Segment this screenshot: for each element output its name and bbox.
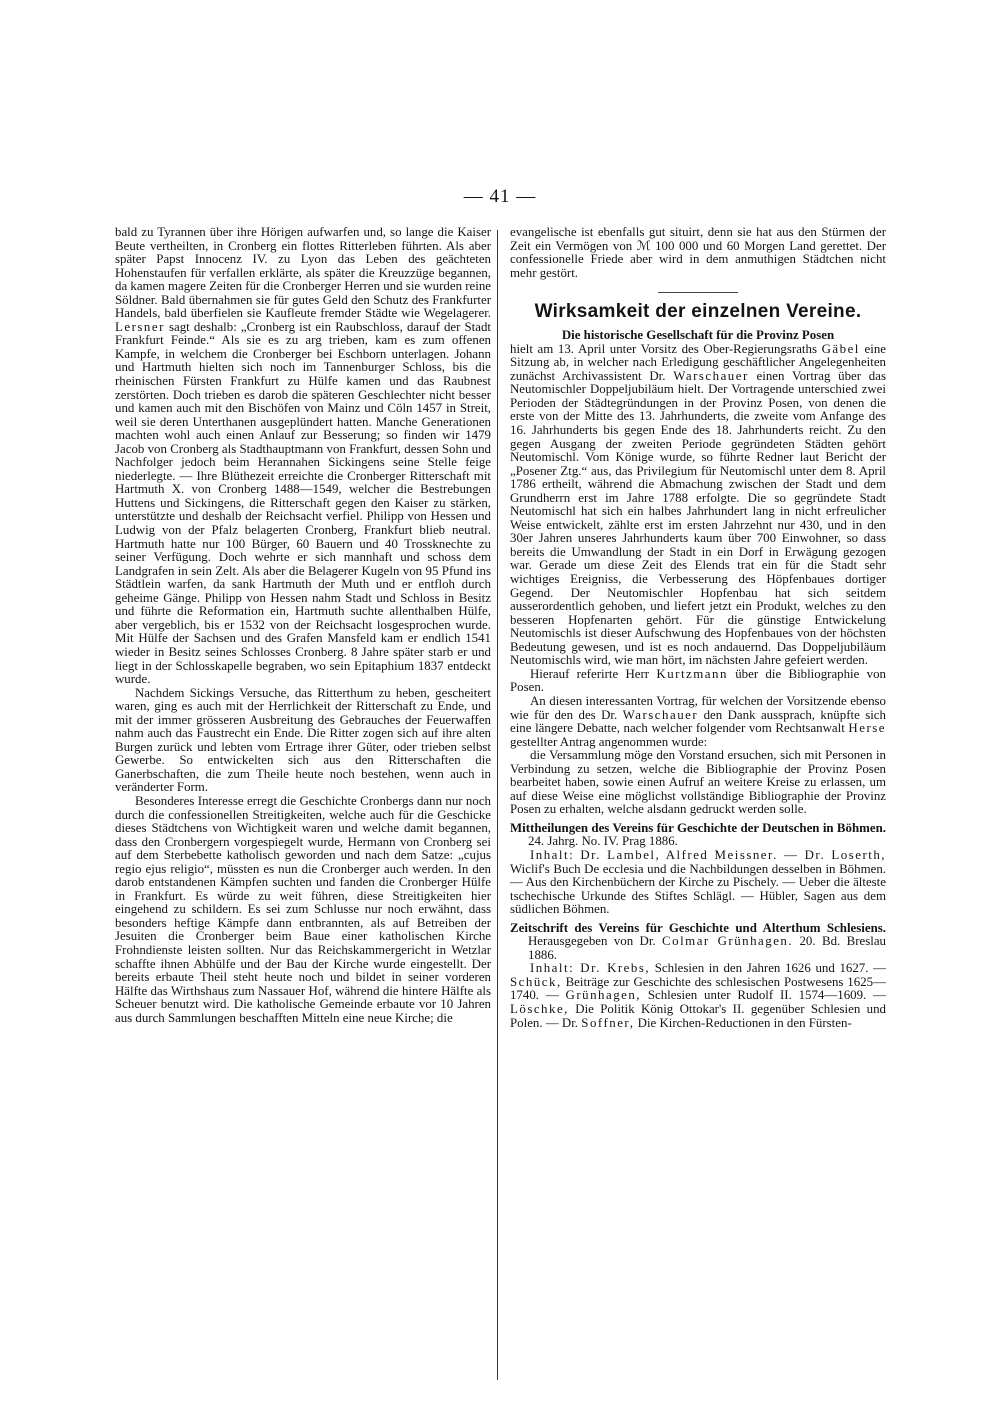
journal-info-bohemia: 24. Jahrg. No. IV. Prag 1886. <box>528 834 678 849</box>
debate-paragraph <box>510 695 886 749</box>
right-paragraph-1: evangelische ist ebenfalls gut situirt, denn sie hat aus den Stürmen der Zeit ein Vermögen von ℳ 100 000 und 60 Morgen Land gerettet. Der confessionelle Friede aber wird in dem anmuthigen Städtchen nicht mehr gestört. <box>510 225 886 280</box>
contents-silesia-a: Inhalt: Dr. Krebs, <box>530 961 651 976</box>
society-report-paragraph <box>510 343 886 668</box>
left-paragraph-1-continued: sagt deshalb: „Cronberg ist ein Raubschloss, darauf der Stadt Frankfurt Feinde.“ Als sie es zu arg trieben, kam es zum offenen Kampfe, in welchem die Cronberger bei Eschborn unterlagen. Johann und Hartmuth hielten sich noch im Tannenburger Schloss, bis die rheinischen Fürsten Frankfurt zu Hülfe kamen und das Raubnest zerstörten. Doch trieben es darob die späteren Geschlechter nicht besser und kamen auch mit den Bischöfen von Mainz und Cöln 1457 in Streit, weil sie deren Unterthanen ausgeplündert hatten. Manche Generationen machten wohl auch einen Anlauf zur Besserung; so finden wir 1479 Jacob von Cronberg als Stadthauptmann von Frankfurt, dessen Sohn und Nachfolger jedoch beim Herannahen Sickingens seine Stelle feige niederlegte. — Ihre Blüthezeit erreichte die Cronberger Ritterschaft mit Hartmuth X. von Cronberg 1488—1549, welcher die Bestrebungen Huttens und Sickingens, die Ritterschaft gegen den Kaiser zu stärken, unterstützte und deshalb der Reichsacht verfiel. Philipp von Hessen und Ludwig von der Pfalz belagerten Cronberg, Frankfurt blieb neutral. Hartmuth hatte nur 100 Bürger, 60 Bauern und 40 Trossknechte zu seiner Verfügung. Doch wehrte er sich mannhaft und schoss dem Landgrafen in sein Zelt. Als aber die Belagerer Kugeln von 95 Pfund ins Städtlein warfen, da sank Hartmuth der Muth und er entfloh durch geheime Gänge. Philipp von Hessen nahm Stadt und Schloss in Besitz und führte die Reformation ein, Hartmuth suchte allenthalben Hülfe, aber vergeblich, bis er 1532 von der Reichsacht losgesprochen wurde. Mit Hülfe der Sachsen und des Grafen Mansfeld kam er endlich 1541 wieder in Besitz seines Schlosses Cronberg. 8 Jahre später starb er und liegt in der Schlosskapelle begraben, wo sein Epitaphium 1837 entdeckt wurde. <box>115 319 491 687</box>
left-paragraph-3: Besonderes Interesse erregt die Geschichte Cronbergs dann nur noch durch die confessionellen Streitigkeiten, welche auch für die Geschicke dieses Städtchens von Wichtigkeit waren und welche damit begannen, dass den Cronbergern vorgespiegelt wurde, Hermann von Cronberg sei auf dem Sterbebette katholisch geworden und nach dem Satze: „cujus regio ejus religio“, müssten es nun die Cronberger auch werden. In den darob entstandenen Kämpfen suchten und fanden die Cronberger Hülfe in Frankfurt. Es würde zu weit führen, diese Streitigkeiten hier eingehend zu schildern. Es sei zum Schlusse nur noch erwähnt, dass besonders heftige Kämpfe dann entbrannten, als auf Betreiben der Jesuiten die Cronberger beim Baue einer katholischen Kirche Frohndienste leisten sollten. Nur das Reichskammergericht in Wetzlar schaffte ihnen Abhülfe und der Bau der Kirche wurde eingestellt. Der bereits erbaute Theil steht heute noch und bildet in seiner vorderen Hälfte das Wirthshaus zum Nassauer Hof, während die hintere Hälfte als Scheuer benutzt wird. Die katholische Gemeinde erbaute vor 10 Jahren aus durch Sammlungen beschafften Mitteln eine neue Kirche; die <box>115 793 491 1025</box>
kurtzmann-text-a: Hierauf referirte Herr <box>530 666 650 681</box>
contents-silesia-h: Die Politik König Ottokar's II. gegenüber Schlesien und Polen. — Dr. <box>510 1001 886 1030</box>
left-paragraph-2: Nachdem Sickings Versuche, das Ritterthum zu heben, gescheitert waren, ging es auch mit der Herrlichkeit der Ritterschaft zu Ende, und mit der immer grösseren Ausbreitung des Gebrauches der Feuerwaffen nahm auch das Faustrecht ein Ende. Die Ritter zogen sich auf ihre alten Burgen zurück und lebten vom Ertrage ihrer Güter, oder trieben selbst Gewerbe. So entwickelten sich aus den Ritterschaften die Ganerbschaften, die zum Theile heute noch bestehen, wenn auch in veränderter Form. <box>115 685 491 795</box>
left-paragraph-1 <box>115 226 491 687</box>
editor-name-grunhagen: Colmar Grünhagen. <box>662 934 794 949</box>
kurtzmann-paragraph <box>510 668 886 695</box>
author-name-schuck: Schück, <box>510 974 562 989</box>
contents-silesia-f: Schlesien unter Rudolf II. 1574—1609. — <box>647 988 886 1003</box>
person-name-warschauer: Warschauer <box>673 368 749 383</box>
page-number: — 41 — <box>463 186 537 207</box>
left-paragraph-1-text: bald zu Tyrannen über ihre Hörigen aufwarfen und, so lange die Kaiser Beute vertheilten, in Cronberg ein flottes Ritterleben führten. Als aber später Papst Innocenz IV. zu Lyon das Leben des geächteten Hohenstaufen für verfallen erklärte, als später die Kreuzzüge begannen, da kamen magere Zeiten für die Cronberger Herren und sie wurden reine Söldner. Bald übernahmen sie für gutes Geld den Schutz des Frankfurter Handels, bald überfielen sie Kaufleute fremder Städte wie Wegelagerer. <box>115 225 491 321</box>
author-name-grunhagen: Grünhagen, <box>565 988 642 1003</box>
journal-info-silesia-a: Herausgegeben von Dr. <box>528 934 656 949</box>
author-name-loschke: Löschke, <box>510 1001 569 1016</box>
society-report-text-c: einen Vortrag über das Neutomischler Doppeljubiläum hielt. Der Vortragende unterschied zwei Perioden der Städtegründungen in der Provinz Posen, von denen die erste von der Mitte des 13. Jahrhunderts, die zweite vom Anfange des 16. Jahrhunderts bis gegen Ende des 18. Jahrhunderts reicht. Zu den gegen Ausgang der zweiten Periode gegründeten Städten gehört Neutomischl. Vom Könige wurde, so führte Redner laut Bericht der „Posener Ztg.“ aus, das Privilegium für Neutomischl unter dem 8. April 1786 ertheilt, während die Abmachung zwischen der Stadt und dem Grundherrn erst im Jahre 1788 erfolgte. Die so gegründete Stadt Neutomischl hat sich ein halbes Jahrhundert lang in nicht erfreulicher Weise entwickelt, zählte erst im ersten Jahrzehnt nur 430, und in den 30er Jahren unseres Jahrhunderts kaum über 700 Einwohner, so dass bereits die Umwandlung der Stadt in ein Dorf in Erwägung gezogen war. Gerade um diese Zeit des Elends trat ein für die Stadt sehr wichtiges Ereigniss, die Verbesserung des Höpfenbaues dortiger Gegend. Der Neutomischler Hopfenbau hat sich seitdem ausserordentlich gehoben, und liefert jetzt ein Produkt, welches zu den besseren Hopfenarten gehört. Für die günstige Entwickelung Neutomischls ist dieser Aufschwung des Hopfenbaues von der höchsten Bedeutung gewesen, und ist es noch andauernd. Das Doppeljubiläum Neutomischls wird, wie man hört, im nächsten Jahre gefeiert werden. <box>510 368 886 668</box>
contents-silesia-d: Beiträge zur Geschichte des schlesischen Postwesens 1625—1740. — <box>510 974 886 1003</box>
column-divider <box>497 230 498 1380</box>
society-heading: Die historische Gesellschaft für die Provinz Posen <box>561 328 835 343</box>
debate-text-c: gestellter Antrag angenommen wurde: <box>510 734 708 749</box>
motion-paragraph: die Versammlung möge den Vorstand ersuchen, sich mit Personen in Verbindung zu setzen, welche die Bibliographie der Provinz Posen bearbeitet haben, sowie einen Aufruf an weitere Kreise zu erlassen, um auf diese Weise eine möglichst vollständige Bibliographie der Provinz Posen zu erhalten, welche alsdann gedruckt werden solle. <box>510 748 886 817</box>
author-name-lersner: Lersner <box>115 319 165 334</box>
contents-bohemia-text-a: Inhalt: Dr. Lambel, Alfred Meissner. — Dr. Loserth, <box>530 847 886 862</box>
journal-title-silesia: Zeitschrift des Vereins für Geschichte und Alterthum Schlesiens. <box>510 920 886 935</box>
person-name-herse: Herse <box>848 721 886 736</box>
contents-bohemia-text-b: Wiclif's Buch De ecclesia und die Nachbildungen desselben in Böhmen. — Aus den Kirchenbüchern der Kirche zu Pischely. — Ueber die älteste tschechische Urkunde des Stiftes Schlägl. — Hübler, Sagen aus dem südlichen Böhmen. <box>510 861 886 917</box>
debate-text-b: den Dank aussprach, knüpfte sich eine längere Debatte, nach welcher folgender vom Rechtsanwalt <box>510 707 886 736</box>
society-report-text-b: eine Sitzung ab, in welcher nach Erledigung geschäftlicher Angelegenheiten zunächst Archivassistent Dr. <box>510 341 887 383</box>
author-name-soffner: Soffner, <box>581 1015 635 1030</box>
person-name-warschauer-2: Warschauer <box>622 707 699 722</box>
contents-bohemia <box>510 849 886 917</box>
journal-entry-silesia <box>510 922 886 963</box>
journal-entry-bohemia <box>510 822 886 849</box>
journal-info-silesia-b: 20. Bd. Breslau 1886. <box>528 934 886 962</box>
section-title: Wirksamkeit der einzelnen Vereine. <box>534 301 862 323</box>
kurtzmann-text-b: über die Bibliographie von Posen. <box>510 666 886 695</box>
right-column <box>510 226 886 1030</box>
left-column <box>115 226 491 1025</box>
person-name-kurtzmann: Kurtzmann <box>656 666 728 681</box>
person-name-gabel: Gäbel <box>821 341 860 356</box>
contents-silesia-j: Die Kirchen-Reductionen in den Fürsten- <box>637 1015 852 1030</box>
society-report-text-a: hielt am 13. April unter Vorsitz des Ober-Regierungsraths <box>510 341 817 356</box>
contents-silesia-b: Schlesien in den Jahren 1626 und 1627. — <box>654 961 886 976</box>
section-separator <box>658 292 738 293</box>
contents-silesia <box>510 962 886 1030</box>
journal-title-bohemia: Mittheilungen des Vereins für Geschichte der Deutschen in Böhmen. <box>510 820 886 835</box>
debate-text-a: An diesen interessanten Vortrag, für welchen der Vorsitzende ebenso wie für den des Dr. <box>510 693 886 722</box>
